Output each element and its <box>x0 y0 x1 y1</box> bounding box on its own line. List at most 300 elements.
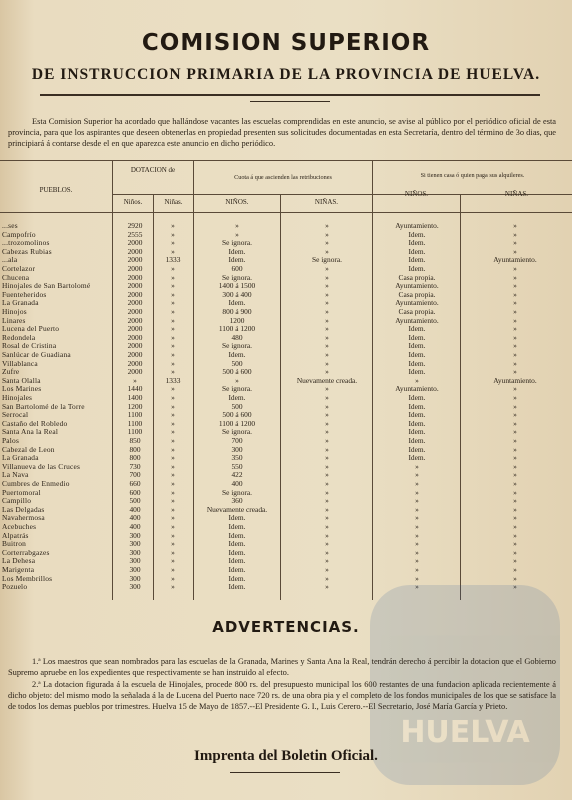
cell-cuota-ninos: 422 <box>231 471 243 480</box>
cell-dotacion-ninos: 1440 <box>127 385 143 394</box>
cell-casa-ninos: Idem. <box>408 454 426 463</box>
cell-cuota-ninas: » <box>325 583 329 592</box>
cell-pueblo: Las Delgadas <box>2 505 45 514</box>
table-row <box>0 265 572 274</box>
cell-casa-ninas: » <box>513 566 517 574</box>
cell-pueblo: Los Membrillos <box>2 574 53 583</box>
cell-dotacion-ninas: » <box>171 445 175 454</box>
cell-cuota-ninas: » <box>325 325 329 334</box>
cell-cuota-ninos: Se ignora. <box>222 239 252 248</box>
cell-casa-ninos: » <box>415 514 419 523</box>
cell-dotacion-ninas: » <box>171 419 175 428</box>
cell-dotacion-ninos: 2000 <box>127 299 143 308</box>
cell-casa-ninos: » <box>415 480 419 488</box>
cell-dotacion-ninas: » <box>171 230 175 239</box>
cell-dotacion-ninas: » <box>171 411 175 420</box>
table-row <box>0 248 572 257</box>
cell-casa-ninos: » <box>415 376 419 385</box>
cell-dotacion-ninos: 2000 <box>127 351 143 359</box>
cell-casa-ninos: Casa propia. <box>398 308 436 316</box>
table-row <box>0 256 572 265</box>
cell-casa-ninos: Idem. <box>408 325 426 334</box>
cell-dotacion-ninas: » <box>171 333 175 342</box>
cell-dotacion-ninas: » <box>171 359 175 368</box>
cell-cuota-ninos: Idem. <box>228 523 246 531</box>
cell-pueblo: San Bartolomé de la Torre <box>2 402 85 411</box>
cell-dotacion-ninas: » <box>171 428 175 437</box>
table-row <box>0 231 572 240</box>
table-row <box>0 454 572 463</box>
cell-pueblo: Fuenteheridos <box>2 290 47 299</box>
cell-casa-ninos: Casa propia. <box>398 273 436 282</box>
cell-dotacion-ninos: 2000 <box>127 239 143 248</box>
table-row <box>0 497 572 506</box>
cell-casa-ninos: » <box>415 583 419 592</box>
cell-cuota-ninas: » <box>325 523 329 531</box>
cell-casa-ninos: » <box>415 566 419 574</box>
cell-casa-ninos: Casa propia. <box>398 290 436 299</box>
cell-pueblo: ...ala <box>2 256 18 265</box>
cell-cuota-ninos: Idem. <box>228 574 246 583</box>
cell-casa-ninos: » <box>415 462 419 471</box>
cell-pueblo: Hinojos <box>2 308 27 316</box>
cell-dotacion-ninas: » <box>171 342 175 351</box>
cell-dotacion-ninos: » <box>133 376 137 385</box>
cell-casa-ninos: » <box>415 548 419 557</box>
table-row <box>0 291 572 300</box>
cell-dotacion-ninas: » <box>171 402 175 411</box>
cell-pueblo: Santa Ana la Real <box>2 428 59 437</box>
cell-casa-ninos: Idem. <box>408 445 426 454</box>
cell-dotacion-ninos: 400 <box>129 505 141 514</box>
cell-dotacion-ninos: 1200 <box>127 402 143 411</box>
cell-cuota-ninos: 800 á 900 <box>222 308 252 316</box>
cell-cuota-ninos: Se ignora. <box>222 273 252 282</box>
cell-cuota-ninos: » <box>235 376 239 385</box>
cell-dotacion-ninos: 2000 <box>127 316 143 325</box>
table-row <box>0 540 572 549</box>
cell-casa-ninos: » <box>415 471 419 480</box>
cell-dotacion-ninos: 850 <box>129 437 141 445</box>
cell-casa-ninas: » <box>513 419 517 428</box>
cell-pueblo: Hinojales de San Bartolomé <box>2 282 91 291</box>
cell-cuota-ninas: » <box>325 411 329 420</box>
cell-cuota-ninos: Nuevamente creada. <box>206 505 268 514</box>
cell-casa-ninos: » <box>415 531 419 540</box>
cell-cuota-ninos: Se ignora. <box>222 385 252 394</box>
cell-dotacion-ninas: » <box>171 488 175 497</box>
cell-casa-ninas: » <box>513 514 517 523</box>
cell-cuota-ninos: Se ignora. <box>222 428 252 437</box>
cell-dotacion-ninas: » <box>171 282 175 291</box>
cell-cuota-ninos: 500 <box>231 359 243 368</box>
cell-cuota-ninos: Idem. <box>228 566 246 574</box>
cell-cuota-ninas: » <box>325 316 329 325</box>
table-row <box>0 506 572 515</box>
table-row <box>0 489 572 498</box>
vacancies-table <box>0 160 572 605</box>
cell-cuota-ninas: » <box>325 454 329 463</box>
cell-cuota-ninos: Idem. <box>228 548 246 557</box>
table-row <box>0 308 572 317</box>
cell-casa-ninos: » <box>415 557 419 566</box>
cell-casa-ninas: » <box>513 333 517 342</box>
cell-dotacion-ninos: 1100 <box>127 411 143 420</box>
cell-dotacion-ninas: » <box>171 454 175 463</box>
cell-pueblo: Palos <box>2 437 20 445</box>
cell-dotacion-ninas: » <box>171 523 175 531</box>
cell-casa-ninos: » <box>415 488 419 497</box>
cell-casa-ninas: » <box>513 265 517 273</box>
cell-pueblo: Chucena <box>2 273 30 282</box>
cell-pueblo: Cabezal de Leon <box>2 445 55 454</box>
cell-casa-ninos: » <box>415 505 419 514</box>
table-row <box>0 428 572 437</box>
cell-cuota-ninos: 600 <box>231 265 243 273</box>
cell-casa-ninos: Ayuntamiento. <box>395 282 439 291</box>
cell-cuota-ninos: Se ignora. <box>222 488 252 497</box>
cell-dotacion-ninas: » <box>171 247 175 256</box>
cell-casa-ninas: » <box>513 308 517 316</box>
cell-dotacion-ninos: 1400 <box>127 394 143 402</box>
cell-cuota-ninas: » <box>325 394 329 402</box>
cell-dotacion-ninos: 600 <box>129 488 141 497</box>
cell-cuota-ninas: » <box>325 402 329 411</box>
cell-cuota-ninas: » <box>325 290 329 299</box>
cell-dotacion-ninas: » <box>171 239 175 248</box>
table-row <box>0 566 572 575</box>
cell-cuota-ninas: » <box>325 222 329 230</box>
cell-casa-ninas: » <box>513 222 517 230</box>
cell-cuota-ninas: » <box>325 462 329 471</box>
cell-cuota-ninos: 300 <box>231 445 243 454</box>
cell-dotacion-ninos: 2555 <box>127 230 143 239</box>
cell-pueblo: Campillo <box>2 497 32 506</box>
cell-dotacion-ninos: 2000 <box>127 273 143 282</box>
cell-cuota-ninas: » <box>325 230 329 239</box>
cell-dotacion-ninos: 660 <box>129 480 141 488</box>
advertencia-2: 2.ª La dotacion figurada á la escuela de Hinojales, procede 800 rs. del presupuesto municipal los 600 restantes de una fundacion aplicada recientemente á dicho objeto: del mismo modo la señalada á la de Lucena del Puerto nace 720 rs. de una obra pia y el completo de los fondos municipales de los que se satisface la de todos los demas pueblos por trimestres. Huelva 15 de Mayo de 1857.--El Presidente G. I., Luis Cerero.--El Secretario, José María García y Prieto. <box>8 680 556 711</box>
cell-cuota-ninas: » <box>325 574 329 583</box>
table-row <box>0 351 572 360</box>
cell-pueblo: Corterrabgazes <box>2 548 50 557</box>
cell-casa-ninos: Idem. <box>408 256 426 265</box>
table-row <box>0 360 572 369</box>
cell-casa-ninos: » <box>415 574 419 583</box>
table-row <box>0 282 572 291</box>
cell-cuota-ninos: 550 <box>231 462 243 471</box>
cell-cuota-ninas: » <box>325 514 329 523</box>
table-row <box>0 471 572 480</box>
cell-cuota-ninas: » <box>325 531 329 540</box>
cell-dotacion-ninas: » <box>171 471 175 480</box>
cell-cuota-ninos: 1400 á 1500 <box>218 282 256 291</box>
cell-casa-ninas: Ayuntamiento. <box>493 256 537 265</box>
cell-casa-ninas: » <box>513 574 517 583</box>
cell-cuota-ninas: » <box>325 497 329 506</box>
table-row <box>0 368 572 377</box>
cell-cuota-ninas: » <box>325 299 329 308</box>
cell-casa-ninas: » <box>513 583 517 592</box>
cell-cuota-ninos: 500 á 600 <box>222 368 252 377</box>
cell-casa-ninas: » <box>513 540 517 549</box>
cell-dotacion-ninas: » <box>171 394 175 402</box>
header-casa-ninas: NIÑAS. <box>504 190 529 198</box>
page-title: COMISION SUPERIOR <box>141 30 431 56</box>
cell-casa-ninas: » <box>513 462 517 471</box>
cell-casa-ninas: » <box>513 411 517 420</box>
cell-pueblo: Redondela <box>2 333 36 342</box>
cell-cuota-ninas: » <box>325 428 329 437</box>
table-row <box>0 420 572 429</box>
cell-cuota-ninas: » <box>325 566 329 574</box>
cell-dotacion-ninas: » <box>171 437 175 445</box>
cell-dotacion-ninas: » <box>171 497 175 506</box>
table-row <box>0 446 572 455</box>
cell-dotacion-ninos: 2000 <box>127 368 143 377</box>
cell-pueblo: Buitron <box>2 540 26 549</box>
cell-dotacion-ninos: 800 <box>129 445 141 454</box>
cell-pueblo: Rosal de Cristina <box>2 342 57 351</box>
cell-pueblo: Marigenta <box>2 566 35 574</box>
cell-cuota-ninas: » <box>325 505 329 514</box>
cell-casa-ninos: Idem. <box>408 368 426 377</box>
cell-casa-ninos: Idem. <box>408 247 426 256</box>
cell-dotacion-ninos: 400 <box>129 514 141 523</box>
cell-casa-ninos: » <box>415 497 419 506</box>
cell-dotacion-ninas: » <box>171 514 175 523</box>
cell-dotacion-ninos: 2000 <box>127 359 143 368</box>
cell-cuota-ninos: » <box>235 230 239 239</box>
cell-dotacion-ninas: » <box>171 385 175 394</box>
cell-dotacion-ninos: 300 <box>129 574 141 583</box>
cell-dotacion-ninas: » <box>171 273 175 282</box>
cell-pueblo: Villanueva de las Cruces <box>2 462 81 471</box>
cell-pueblo: La Dehesa <box>2 557 36 566</box>
cell-dotacion-ninos: 2000 <box>127 265 143 273</box>
cell-casa-ninos: Idem. <box>408 419 426 428</box>
header-dotacion-ninos: Niños. <box>123 198 143 206</box>
cell-dotacion-ninas: » <box>171 290 175 299</box>
cell-dotacion-ninas: » <box>171 531 175 540</box>
advertencia-1: 1.ª Los maestros que sean nombrados para las escuelas de la Granada, Marines y Santa Ana la Real, tendrán derecho á percibir la dotacion que el Gobierno Supremo apruebe en los expedientes que respectivamente se han instruido al efecto. <box>8 657 556 677</box>
table-row <box>0 523 572 532</box>
cell-pueblo: ...trozomolinos <box>2 239 50 248</box>
cell-cuota-ninos: 300 á 400 <box>222 290 252 299</box>
cell-cuota-ninos: Idem. <box>228 531 246 540</box>
title-rule <box>40 94 540 96</box>
cell-dotacion-ninas: » <box>171 583 175 592</box>
cell-dotacion-ninas: » <box>171 557 175 566</box>
table-row <box>0 514 572 523</box>
cell-cuota-ninas: » <box>325 445 329 454</box>
table-row <box>0 334 572 343</box>
cell-dotacion-ninas: » <box>171 574 175 583</box>
header-cuota-ninos: NIÑOS. <box>225 198 249 206</box>
cell-cuota-ninos: 480 <box>231 333 243 342</box>
cell-pueblo: Lucena del Puerto <box>2 325 60 334</box>
cell-casa-ninas: » <box>513 531 517 540</box>
cell-casa-ninas: » <box>513 523 517 531</box>
table-row <box>0 377 572 386</box>
cell-pueblo: Sanlúcar de Guadiana <box>2 351 71 359</box>
table-row <box>0 274 572 283</box>
cell-cuota-ninos: Idem. <box>228 514 246 523</box>
cell-dotacion-ninas: » <box>171 316 175 325</box>
table-row <box>0 463 572 472</box>
header-dotacion-ninas: Niñas. <box>164 198 183 206</box>
cell-casa-ninos: Idem. <box>408 359 426 368</box>
cell-casa-ninas: » <box>513 428 517 437</box>
cell-pueblo: La Granada <box>2 454 39 463</box>
title-rule-short <box>250 101 330 102</box>
cell-dotacion-ninos: 2000 <box>127 282 143 291</box>
cell-casa-ninas: » <box>513 454 517 463</box>
cell-pueblo: Castaño del Robledo <box>2 419 68 428</box>
cell-cuota-ninos: 360 <box>231 497 243 506</box>
table-row <box>0 317 572 326</box>
cell-cuota-ninos: Idem. <box>228 247 246 256</box>
cell-cuota-ninas: » <box>325 247 329 256</box>
cell-dotacion-ninos: 1100 <box>127 419 143 428</box>
cell-pueblo: Serrocal <box>2 411 29 420</box>
cell-pueblo: La Nava <box>2 471 29 480</box>
cell-pueblo: Cabezas Rubias <box>2 247 52 256</box>
table-row <box>0 299 572 308</box>
cell-cuota-ninos: 500 á 600 <box>222 411 252 420</box>
cell-dotacion-ninos: 300 <box>129 540 141 549</box>
cell-cuota-ninos: Idem. <box>228 557 246 566</box>
cell-cuota-ninas: » <box>325 359 329 368</box>
cell-casa-ninas: » <box>513 497 517 506</box>
cell-casa-ninas: » <box>513 282 517 291</box>
cell-cuota-ninas: » <box>325 368 329 377</box>
table-header-rule <box>0 212 572 213</box>
cell-dotacion-ninos: 2000 <box>127 325 143 334</box>
cell-dotacion-ninos: 1100 <box>127 428 143 437</box>
cell-casa-ninos: Idem. <box>408 230 426 239</box>
cell-casa-ninos: Idem. <box>408 351 426 359</box>
cell-casa-ninas: » <box>513 445 517 454</box>
table-row <box>0 532 572 541</box>
cell-cuota-ninos: 700 <box>231 437 243 445</box>
cell-cuota-ninas: » <box>325 385 329 394</box>
cell-casa-ninas: » <box>513 557 517 566</box>
cell-cuota-ninos: Idem. <box>228 299 246 308</box>
cell-casa-ninos: Idem. <box>408 437 426 445</box>
cell-cuota-ninas: » <box>325 557 329 566</box>
cell-dotacion-ninas: » <box>171 480 175 488</box>
cell-dotacion-ninos: 2920 <box>127 222 143 230</box>
cell-dotacion-ninas: » <box>171 548 175 557</box>
cell-cuota-ninas: Nuevamente creada. <box>296 376 358 385</box>
cell-cuota-ninos: 400 <box>231 480 243 488</box>
cell-dotacion-ninas: » <box>171 462 175 471</box>
cell-cuota-ninos: Idem. <box>228 256 246 265</box>
cell-dotacion-ninos: 2000 <box>127 256 143 265</box>
table-row <box>0 411 572 420</box>
cell-casa-ninas: » <box>513 299 517 308</box>
cell-casa-ninas: » <box>513 359 517 368</box>
cell-cuota-ninos: 350 <box>231 454 243 463</box>
cell-casa-ninas: » <box>513 548 517 557</box>
cell-casa-ninos: Ayuntamiento. <box>395 222 439 230</box>
cell-casa-ninas: » <box>513 230 517 239</box>
cell-cuota-ninas: » <box>325 471 329 480</box>
table-row <box>0 385 572 394</box>
cell-cuota-ninos: Idem. <box>228 583 246 592</box>
cell-cuota-ninos: Se ignora. <box>222 342 252 351</box>
cell-dotacion-ninos: 700 <box>129 471 141 480</box>
cell-cuota-ninos: Idem. <box>228 351 246 359</box>
cell-casa-ninos: Idem. <box>408 411 426 420</box>
cell-cuota-ninas: » <box>325 239 329 248</box>
cell-dotacion-ninas: » <box>171 540 175 549</box>
cell-casa-ninos: » <box>415 540 419 549</box>
cell-pueblo: Zufre <box>2 368 20 377</box>
stamp-text: HUELVA <box>400 715 530 750</box>
cell-pueblo: La Granada <box>2 299 39 308</box>
table-row <box>0 575 572 584</box>
cell-dotacion-ninos: 2000 <box>127 247 143 256</box>
cell-casa-ninas: » <box>513 290 517 299</box>
cell-cuota-ninas: » <box>325 265 329 273</box>
cell-dotacion-ninos: 300 <box>129 583 141 592</box>
cell-dotacion-ninas: » <box>171 351 175 359</box>
cell-dotacion-ninas: 1333 <box>165 376 181 385</box>
table-row <box>0 549 572 558</box>
cell-dotacion-ninas: » <box>171 368 175 377</box>
advertencias-title: ADVERTENCIAS. <box>212 618 360 636</box>
cell-pueblo: Alpatrás <box>2 531 29 540</box>
table-row <box>0 342 572 351</box>
cell-cuota-ninas: Se ignora. <box>312 256 342 265</box>
table-row <box>0 325 572 334</box>
cell-cuota-ninas: » <box>325 282 329 291</box>
cell-dotacion-ninos: 500 <box>129 497 141 506</box>
cell-dotacion-ninos: 300 <box>129 557 141 566</box>
cell-dotacion-ninos: 300 <box>129 531 141 540</box>
cell-casa-ninos: Idem. <box>408 342 426 351</box>
cell-pueblo: Los Marines <box>2 385 42 394</box>
cell-casa-ninas: » <box>513 239 517 248</box>
cell-cuota-ninos: » <box>235 222 239 230</box>
header-dotacion: DOTACION de <box>130 166 176 174</box>
cell-cuota-ninos: 1100 á 1200 <box>218 325 256 334</box>
cell-cuota-ninas: » <box>325 333 329 342</box>
cell-pueblo: Pozuelo <box>2 583 28 592</box>
cell-cuota-ninas: » <box>325 419 329 428</box>
header-casa: Si tienen casa ó quien paga sus alquileres. <box>420 172 525 179</box>
cell-dotacion-ninas: » <box>171 505 175 514</box>
cell-casa-ninos: Idem. <box>408 402 426 411</box>
cell-dotacion-ninos: 2000 <box>127 290 143 299</box>
cell-casa-ninas: » <box>513 325 517 334</box>
cell-pueblo: Acebuches <box>2 523 37 531</box>
cell-cuota-ninos: Idem. <box>228 394 246 402</box>
cell-pueblo: Cortelazor <box>2 265 36 273</box>
cell-casa-ninos: Ayuntamiento. <box>395 316 439 325</box>
table-top-rule <box>0 160 572 161</box>
cell-pueblo: Hinojales <box>2 394 33 402</box>
cell-cuota-ninas: » <box>325 548 329 557</box>
cell-pueblo: Villablanca <box>2 359 38 368</box>
cell-casa-ninos: » <box>415 523 419 531</box>
table-row <box>0 437 572 446</box>
cell-casa-ninos: Idem. <box>408 394 426 402</box>
cell-casa-ninas: » <box>513 394 517 402</box>
cell-casa-ninas: » <box>513 437 517 445</box>
